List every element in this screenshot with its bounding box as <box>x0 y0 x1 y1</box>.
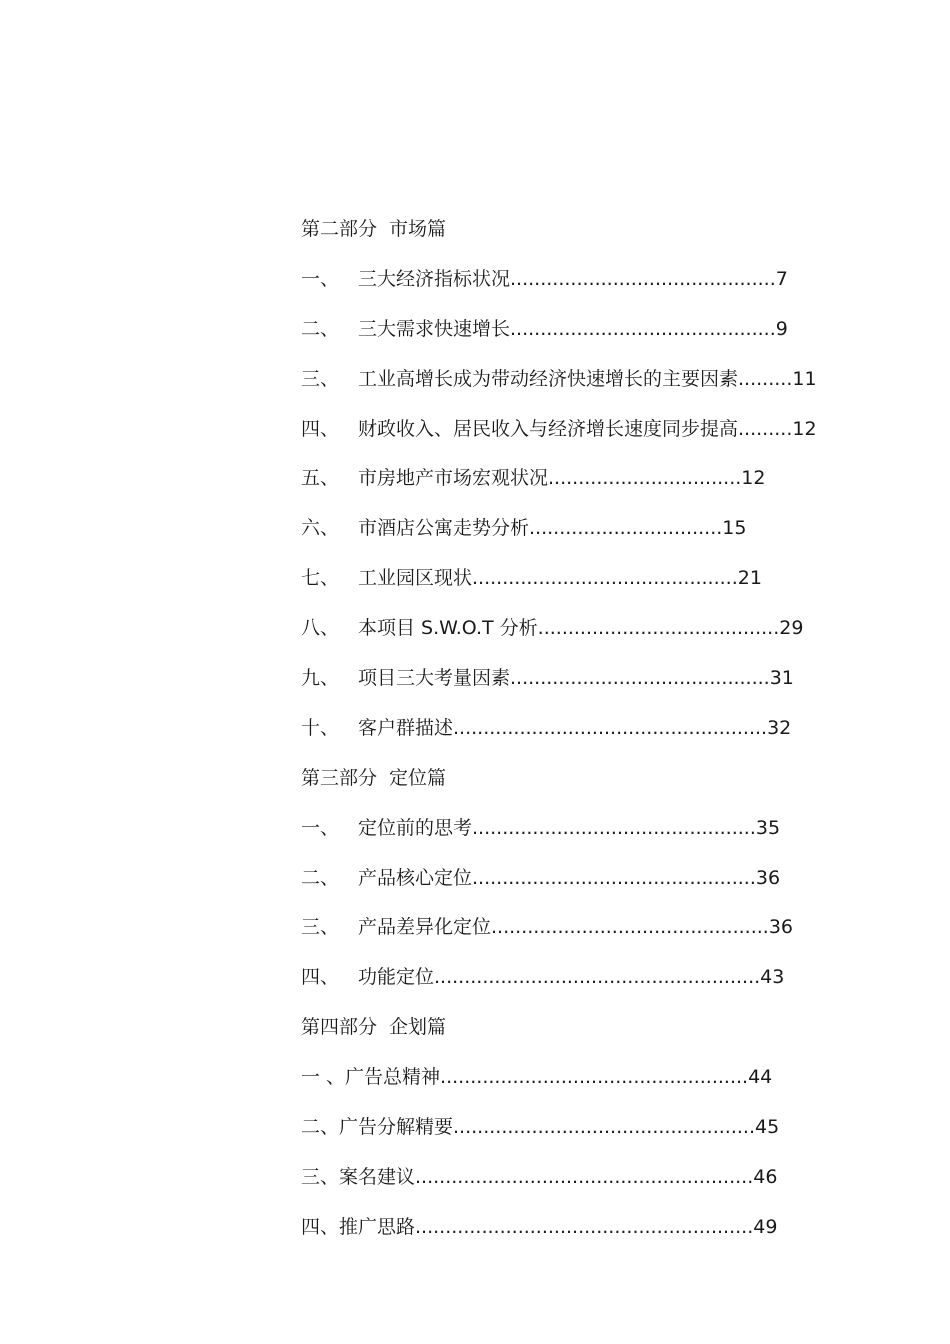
toc-dot-leader: .............................................. <box>491 916 769 939</box>
toc-section-heading <box>301 1003 901 1053</box>
toc-dot-leader: .................................................. <box>453 1116 755 1139</box>
section-label: 第二部分 <box>301 218 378 240</box>
toc-dot-leader: ........................................ <box>537 617 780 640</box>
toc-entry-number: 四、 <box>301 966 340 989</box>
toc-page-number: 21 <box>737 567 762 590</box>
toc-entry-number: 一、 <box>301 816 340 839</box>
toc-dot-leader: ................................ <box>548 467 742 490</box>
toc-entry <box>301 454 901 504</box>
toc-entry-title: 工业园区现状 <box>358 567 473 590</box>
toc-page-number: 9 <box>775 317 788 340</box>
toc-dot-leader: ............................................... <box>472 866 756 889</box>
toc-entry-number: 十、 <box>301 716 340 739</box>
toc-entry-number: 九、 <box>301 667 340 690</box>
toc-entry-number: 八、 <box>301 617 340 640</box>
toc-entry-title: 产品差异化定位 <box>358 916 492 939</box>
toc-entry-title: 客户群描述 <box>358 716 454 739</box>
toc-entry-title: 定位前的思考 <box>358 816 473 839</box>
toc-page-number: 11 <box>792 367 817 390</box>
toc-dot-leader: ........................................................ <box>415 1215 754 1238</box>
toc-dot-leader: ............................................ <box>510 317 776 340</box>
toc-entry-title: 三大需求快速增长 <box>358 317 511 340</box>
toc-entry-title: 三大经济指标状况 <box>358 267 511 290</box>
toc-entry <box>301 554 901 604</box>
toc-entry-number: 二、 <box>301 866 340 889</box>
toc-dot-leader: ........................................... <box>510 667 770 690</box>
toc-entry-title: 功能定位 <box>358 966 435 989</box>
toc-page-number: 36 <box>755 866 781 889</box>
toc-entry-title: 四、推广思路 <box>301 1215 416 1238</box>
toc-entry-title: 市酒店公寓走势分析 <box>358 517 530 540</box>
toc-entry <box>301 953 901 1003</box>
toc-entry-title: 三、案名建议 <box>301 1165 416 1188</box>
toc-page-number: 44 <box>748 1066 773 1089</box>
toc-dot-leader: ......... <box>738 417 793 440</box>
toc-entry-number: 四、 <box>301 417 340 440</box>
toc-entry-title: 本项目 S.W.O.T 分析 <box>358 617 538 640</box>
toc-page-number: 45 <box>755 1116 780 1139</box>
toc-page-number: 35 <box>755 816 781 839</box>
toc-entry-title: 项目三大考量因素 <box>358 667 511 690</box>
toc-entry-number: 三、 <box>301 367 340 390</box>
toc-entry <box>301 704 901 754</box>
toc-dot-leader: ............................................... <box>472 816 756 839</box>
toc-entry-number: 二、 <box>301 317 340 340</box>
toc-dot-leader: ............................................ <box>472 567 738 590</box>
toc-page-number: 12 <box>792 417 817 440</box>
toc-entry <box>301 1153 901 1203</box>
toc-section-heading <box>301 205 901 255</box>
toc-section-heading <box>301 754 901 804</box>
toc-entry <box>301 654 901 704</box>
toc-entry <box>301 1053 901 1103</box>
toc-entry-title: 市房地产市场宏观状况 <box>358 467 549 490</box>
toc-entry <box>301 1103 901 1153</box>
toc-entry <box>301 255 901 305</box>
table-of-contents <box>301 205 901 1253</box>
toc-page-number: 7 <box>775 267 788 290</box>
toc-dot-leader: ......... <box>738 367 793 390</box>
section-title: 企划篇 <box>389 1016 447 1039</box>
toc-page-number: 29 <box>779 617 804 640</box>
toc-entry-title: 工业高增长成为带动经济快速增长的主要因素 <box>358 367 739 390</box>
toc-entry-title: 产品核心定位 <box>358 866 473 889</box>
toc-page-number: 46 <box>753 1165 778 1188</box>
toc-entry <box>301 305 901 355</box>
toc-page-number: 36 <box>768 916 794 939</box>
toc-entry-title: 财政收入、居民收入与经济增长速度同步提高 <box>358 417 739 440</box>
toc-page-number: 49 <box>753 1215 778 1238</box>
toc-entry-number: 七、 <box>301 567 340 590</box>
toc-entry <box>301 804 901 854</box>
toc-entry <box>301 355 901 405</box>
toc-dot-leader: .................................................... <box>453 716 768 739</box>
section-label: 第四部分 <box>301 1016 378 1039</box>
toc-page-number: 12 <box>741 467 766 490</box>
toc-entry-number: 三、 <box>301 916 340 939</box>
toc-entry <box>301 1203 901 1253</box>
toc-dot-leader: ............................................ <box>510 267 776 290</box>
toc-entry-number: 一、 <box>301 267 340 290</box>
toc-page-number: 31 <box>769 667 794 690</box>
toc-entry <box>301 903 901 953</box>
toc-page-number: 32 <box>767 716 792 739</box>
toc-entry <box>301 405 901 455</box>
section-label: 第三部分 <box>301 766 378 789</box>
toc-dot-leader: ...................................................... <box>434 966 761 989</box>
section-title: 定位篇 <box>389 766 447 789</box>
toc-entry <box>301 604 901 654</box>
toc-entry-title: 二、广告分解精要 <box>301 1116 454 1139</box>
toc-page-number: 15 <box>722 517 747 540</box>
toc-entry-title: 一 、广告总精神 <box>301 1066 441 1089</box>
toc-dot-leader: ........................................................ <box>415 1165 754 1188</box>
toc-entry <box>301 504 901 554</box>
toc-dot-leader: ................................ <box>529 517 723 540</box>
toc-entry-number: 六、 <box>301 517 340 540</box>
toc-entry <box>301 854 901 904</box>
toc-entry-number: 五、 <box>301 467 340 490</box>
section-title: 市场篇 <box>389 218 447 240</box>
toc-page-number: 43 <box>760 966 785 989</box>
toc-dot-leader: ................................................... <box>440 1066 749 1089</box>
